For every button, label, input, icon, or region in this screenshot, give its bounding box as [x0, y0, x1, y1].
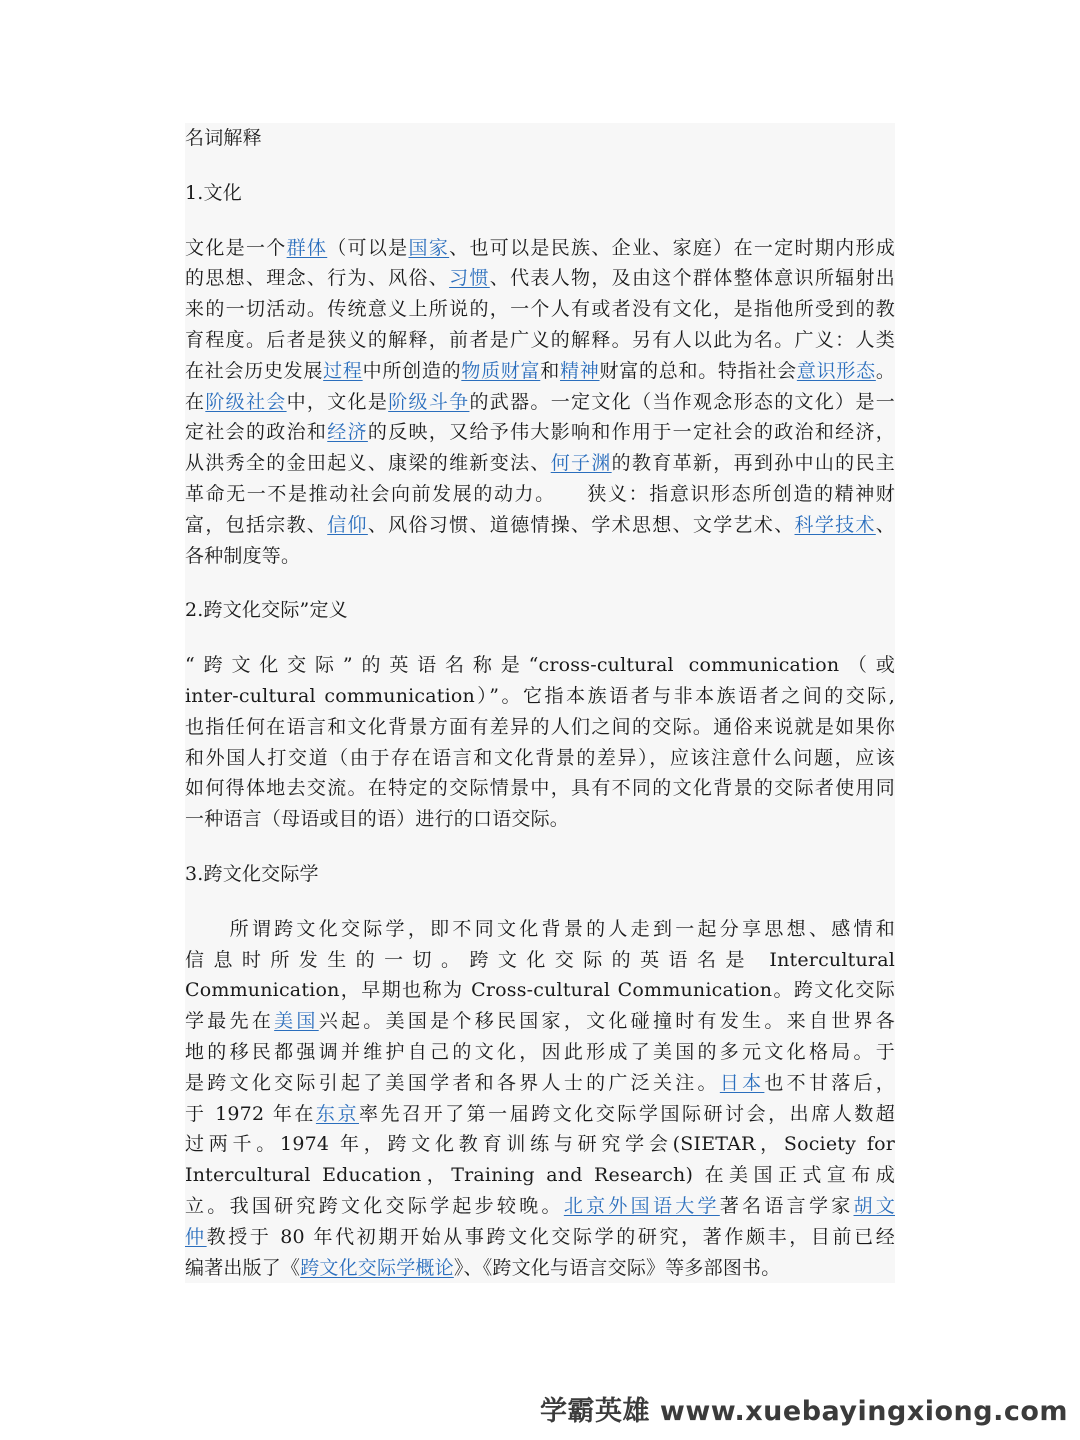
section-title-1: 1.文化: [185, 181, 242, 204]
section-body-2: [185, 650, 895, 835]
paragraph-line: [185, 1191, 895, 1222]
paragraph-line: [185, 773, 895, 804]
term-link[interactable]: 阶级社会: [205, 390, 287, 413]
text-run: 在社会历史发展: [185, 359, 324, 382]
paragraph-line: [185, 1222, 895, 1253]
paragraph-line: [185, 712, 895, 743]
text-run: 教授于 80 年代初期开始从事跨文化交际学的研究，著作颇丰，目前已经: [206, 1225, 895, 1248]
term-link[interactable]: 过程: [323, 359, 363, 382]
text-run: 文化是一个: [185, 236, 287, 259]
term-link[interactable]: 科学技术: [794, 513, 876, 536]
text-run: 所谓跨文化交际学，即不同文化背景的人走到一起分享思想、感情和: [185, 917, 895, 940]
text-run: 立。我国研究跨文化交际学起步较晚。: [185, 1194, 564, 1217]
paragraph-line: [185, 479, 895, 510]
spacer: [185, 626, 895, 650]
text-run: 中，文化是: [286, 390, 389, 413]
site-watermark: 学霸英雄 www.xuebayingxiong.com: [540, 1396, 1069, 1427]
text-run: 兴起。美国是个移民国家，文化碰撞时有发生。来自世界各: [318, 1010, 895, 1033]
paragraph-line: [185, 510, 895, 541]
text-run: 从洪秀全的金田起义、康梁的维新变法、: [185, 452, 551, 475]
spacer: [185, 571, 895, 595]
text-run: 、风俗习惯、道德情操、学术思想、文学艺术、: [367, 513, 795, 536]
term-link[interactable]: 东京: [315, 1102, 359, 1125]
term-link[interactable]: 阶级斗争: [388, 390, 470, 413]
section-title-3: 3.跨文化交际学: [185, 862, 319, 885]
term-link[interactable]: 国家: [408, 236, 450, 259]
paragraph-line: [185, 417, 895, 448]
paragraph-line: [185, 650, 895, 681]
text-run: 和: [540, 359, 561, 382]
text-run: 著名语言学家: [719, 1194, 854, 1217]
term-link[interactable]: 意识形态: [796, 359, 876, 382]
text-run: 革命无一不是推动社会向前发展的动力。 狭义：指意识形态所创造的精神财: [185, 482, 895, 505]
text-run: 地的移民都强调并维护自己的文化，因此形成了美国的多元文化格局。于: [185, 1040, 895, 1063]
paragraph-line: [185, 804, 895, 835]
text-run: 、: [875, 513, 895, 536]
term-link[interactable]: 群体: [286, 236, 328, 259]
text-run: 于 1972 年在: [185, 1102, 316, 1125]
text-run: 一种语言（母语或目的语）进行的口语交际。: [185, 808, 570, 831]
text-run: 也指任何在语言和文化背景方面有差异的人们之间的交际。通俗来说就是如果你: [185, 715, 895, 738]
document-body: [185, 123, 895, 1283]
term-link[interactable]: 习惯: [449, 267, 490, 290]
term-link[interactable]: 经济: [327, 421, 368, 444]
text-run: 的反映，又给予伟大影响和作用于一定社会的政治和经济，: [367, 421, 895, 444]
text-run: inter-cultural communication）”。它指本族语者与非本族语者之间的交际,: [185, 684, 895, 707]
text-run: 。: [875, 359, 895, 382]
text-run: 学最先在: [185, 1010, 275, 1033]
term-link[interactable]: 信仰: [327, 513, 368, 536]
paragraph-line: [185, 325, 895, 356]
text-run: （可以是: [327, 236, 409, 259]
term-link[interactable]: 仲: [185, 1225, 207, 1248]
text-run: 中所创造的: [362, 359, 462, 382]
term-link[interactable]: 北京外国语大学: [563, 1194, 720, 1217]
document-heading: 名词解释: [185, 127, 262, 149]
section-title-2: 2.跨文化交际”定义: [185, 599, 348, 622]
paragraph-line: [185, 1006, 895, 1037]
text-run: 编著出版了《: [185, 1256, 301, 1279]
paragraph-line: [185, 356, 895, 387]
paragraph-line: [185, 387, 895, 418]
term-link[interactable]: 物质财富: [461, 359, 541, 382]
paragraph-line: [185, 945, 895, 976]
text-run: 》、《跨文化与语言交际》等多部图书。: [453, 1256, 781, 1279]
text-run: 是跨文化交际引起了美国学者和各界人士的广泛关注。: [185, 1071, 720, 1094]
spacer: [185, 835, 895, 859]
text-run: 财富的总和。特指社会: [599, 359, 797, 382]
text-run: 在: [185, 390, 206, 413]
text-run: 和外国人打交道（由于存在语言和文化背景的差异），应该注意什么问题，应该: [185, 746, 895, 769]
term-link[interactable]: 精神: [560, 359, 600, 382]
text-run: 、代表人物，及由这个群体整体意识所辐射出: [489, 267, 895, 290]
text-run: 的教育革新，再到孙中山的民主: [611, 452, 895, 475]
paragraph-line: [185, 1068, 895, 1099]
paragraph-line: [185, 681, 895, 712]
spacer: [185, 154, 895, 178]
paragraph-line: [185, 1253, 895, 1284]
paragraph-line: [185, 541, 895, 572]
text-run: 、也可以是民族、企业、家庭）在一定时期内形成: [449, 236, 895, 259]
paragraph-line: [185, 975, 895, 1006]
paragraph-line: [185, 1037, 895, 1068]
paragraph-line: [185, 448, 895, 479]
text-run: 如何得体地去交流。在特定的交际情景中，具有不同的文化背景的交际者使用同: [185, 777, 895, 800]
text-run: 过两千。1974 年，跨文化教育训练与研究学会(SIETAR，Society for: [185, 1133, 895, 1156]
text-run: 富，包括宗教、: [185, 513, 328, 536]
section-body-1: [185, 233, 895, 572]
term-link[interactable]: 美国: [274, 1010, 319, 1033]
term-link[interactable]: 跨文化交际学概论: [300, 1256, 454, 1279]
text-run: Communication，早期也称为 Cross-cultural Communication。跨文化交际: [185, 979, 895, 1002]
text-run: Intercultural Education，Training and Research) 在美国正式宣布成: [185, 1164, 895, 1187]
paragraph-line: [185, 743, 895, 774]
paragraph-line: [185, 1099, 895, 1130]
section-body-3: [185, 914, 895, 1284]
spacer: [185, 890, 895, 914]
paragraph-line: [185, 914, 895, 945]
paragraph-line: [185, 233, 895, 264]
text-run: 育程度。后者是狭义的解释，前者是广义的解释。另有人以此为名。广义：人类: [185, 328, 895, 351]
text-run: 来的一切活动。传统意义上所说的，一个人有或者没有文化，是指他所受到的教: [185, 298, 895, 321]
text-run: “跨文化交际”的英语名称是“cross-cultural communication（或: [185, 654, 895, 677]
text-run: 定社会的政治和: [185, 421, 328, 444]
paragraph-line: [185, 263, 895, 294]
text-run: 信息时所发生的一切。跨文化交际的英语名是 Intercultural: [185, 948, 895, 971]
text-run: 也不甘落后，: [764, 1071, 895, 1094]
paragraph-line: [185, 1160, 895, 1191]
paragraph-line: [185, 1129, 895, 1160]
text-run: 的武器。一定文化（当作观念形态的文化）是一: [469, 390, 895, 413]
text-run: 的思想、理念、行为、风俗、: [185, 267, 450, 290]
spacer: [185, 209, 895, 233]
paragraph-line: [185, 294, 895, 325]
text-run: 各种制度等。: [185, 544, 301, 567]
term-link[interactable]: 何子渊: [550, 452, 612, 475]
term-link[interactable]: 胡文: [853, 1194, 895, 1217]
text-run: 率先召开了第一届跨文化交际学国际研讨会，出席人数超: [358, 1102, 895, 1125]
term-link[interactable]: 日本: [719, 1071, 765, 1094]
